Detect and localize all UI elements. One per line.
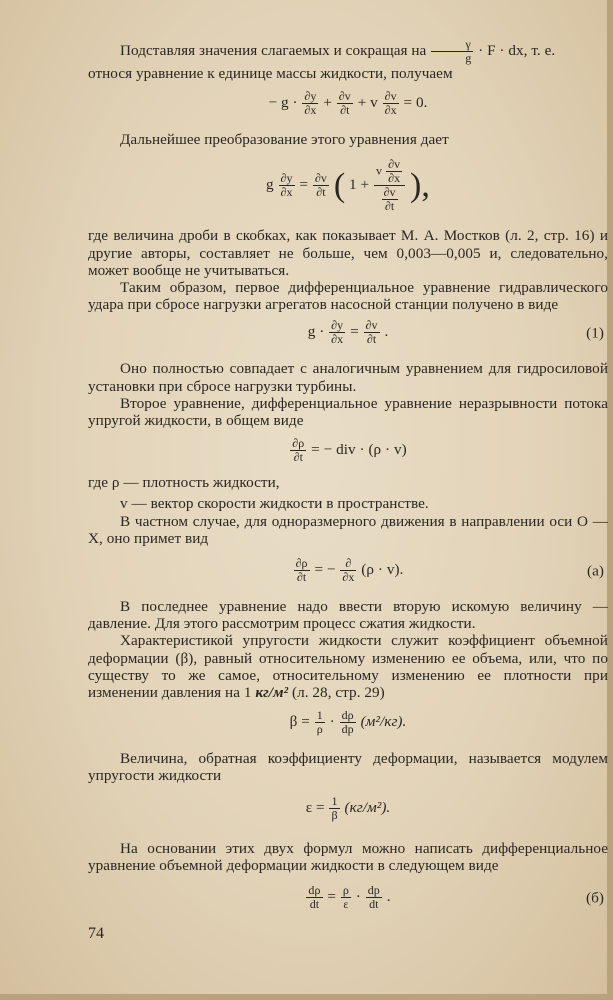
denominator: ∂t [316,185,326,200]
denominator: ∂x [388,171,401,186]
paragraph-8: В частном случае, для одноразмерного движения в направлении оси O — X, оно примет вид [88,512,608,547]
denominator: ∂x [342,570,355,585]
paragraph-2: относя уравнение к единице массы жидкости, получаем [88,65,453,82]
fraction [306,884,322,911]
numerator: ∂y [331,318,344,333]
eq-term: (ρ · v). [361,561,404,579]
denominator: ∂t [340,103,350,118]
numerator: ∂y [280,171,293,186]
unit-label: кг/м² [255,684,289,702]
fraction [340,709,356,736]
numerator: ∂v [314,171,327,186]
fraction [340,557,356,584]
numerator: ρ [342,883,349,898]
fraction [337,90,353,117]
equation-5 [88,557,608,584]
equation-8 [88,884,608,911]
denominator: ∂t [293,450,303,465]
unit-label: (кг/м²). [344,798,391,816]
fraction [329,319,345,346]
eq-term: + [323,94,332,112]
fraction [431,38,473,65]
denominator: ∂t [366,332,377,347]
eq-term: − g · [268,94,298,112]
denominator: ∂t [384,199,395,214]
denominator: dt [309,897,320,912]
numerator: ∂v [365,318,378,333]
numerator [374,158,405,186]
fraction [302,90,318,117]
numerator: dρ [308,883,321,898]
fraction [366,884,382,911]
fraction [290,437,306,464]
eq-term: v [376,163,383,178]
paragraph-text: · F · dx, т. е. [478,41,556,59]
fraction [294,557,310,584]
paren-open: ( [333,167,346,205]
equation-4 [88,437,608,464]
denominator: ∂x [331,332,344,347]
eq-term: . [386,888,391,906]
numerator: ∂y [304,89,317,104]
paragraph-text: (л. 28, стр. 29) [291,684,385,702]
fraction [313,172,329,199]
denominator: β [331,807,338,822]
unit-label: (м²/кг). [360,713,407,731]
page-text [88,38,608,911]
eq-term: = − [314,561,336,579]
eq-term: = 0. [403,94,428,112]
paragraph-text: Подставляя значения слагаемых и сокращая на [120,41,427,59]
paragraph-9: В последнее уравнение надо ввести вторую искомую величину — давление. Для этого рассмотрим процесс сжатия жидкости. [88,598,608,633]
paragraph-11: Величина, обратная коэффициенту деформации, называется модулем упругости жидкости [88,750,608,785]
paragraph-1 [88,38,608,65]
eq-term: . [384,323,389,341]
numerator: dρ [340,709,356,723]
fraction [364,319,380,346]
eq-term: g · [307,323,325,341]
denominator: ε [343,897,349,912]
eq-term: + v [357,94,378,112]
denominator: ∂x [280,185,293,200]
numerator: ∂ρ [295,556,308,571]
fraction [386,158,402,185]
numerator: γ [431,38,473,52]
fraction [382,186,398,213]
denominator: ∂x [384,103,397,118]
numerator: ∂ [340,557,356,571]
paragraph-7: Второе уравнение, дифференциальное уравнение неразрывности потока упругой жидкости, в общем виде [88,394,608,430]
page-number: 74 [88,925,104,942]
paren-close: ), [410,167,430,205]
numerator: ∂v [383,185,396,200]
paragraph-6: Оно полностью совпадает с аналогичным уравнением для гидросиловой установки при сбросе нагрузки турбины. [88,360,608,395]
denominator: dp [341,722,354,737]
denominator: ∂x [304,103,317,118]
equation-number: (a) [586,561,604,579]
numerator: ∂v [384,89,397,104]
denominator [374,186,405,213]
equation-number: (б) [586,888,604,906]
paragraph-text: Характеристикой упругости жидкости служит коэффициент объемной деформации (β), равный относительному изменению ее объема, или, что по существу то же самое, относительному изменению ее плотности при изменении давления на 1 [88,632,608,702]
eq-term: · [329,713,335,731]
fraction [341,884,351,911]
numerator: 1 [329,795,339,809]
eq-term: = [350,323,359,341]
fraction [279,172,295,199]
equation-3 [88,319,608,346]
denominator: g [465,51,472,65]
paragraph-12: На основании этих двух формул можно написать дифференциальное уравнение объемной деформации жидкости в следующем виде [88,839,608,874]
eq-term: β = [289,713,310,731]
compound-fraction [374,158,405,213]
eq-term: = − div · (ρ · v) [311,441,407,459]
numerator: 1 [316,708,323,723]
equation-6 [88,709,608,736]
denominator: ρ [316,722,323,737]
paragraph-5: Таким образом, первое дифференциальное уравнение гидравлического удара при сбросе нагрузки агрегатов насосной станции получено в виде [88,279,608,314]
numerator: dp [367,883,380,898]
denominator: dt [369,897,379,912]
equation-1 [88,90,608,117]
paragraph-10 [88,632,608,701]
numerator: ∂v [338,89,351,104]
eq-term: ε = [305,798,325,816]
paragraph-4: где величина дроби в скобках, как показывает М. А. Мостков (л. 2, стр. 16) и другие авторы, составляет не больше, чем 0,003—0,005 и, следовательно, может вообще не учитываться. [88,227,608,279]
numerator: ∂v [388,157,401,172]
equation-7 [88,795,608,822]
eq-term: = [327,888,336,906]
eq-term: = [299,176,309,194]
definition-2: v — вектор скорости жидкости в пространстве. [120,495,429,513]
equation-number: (1) [586,324,604,342]
eq-term: 1 + [349,176,370,194]
equation-2 [88,158,608,213]
eq-term: · [355,888,361,906]
eq-term: g [266,176,274,194]
page-bottom-shadow [0,994,613,1000]
paragraph-3: Дальнейшее преобразование этого уравнения дает [120,131,449,149]
fraction [315,709,325,736]
denominator: ∂t [296,570,307,585]
definition-1: где ρ — плотность жидкости, [88,474,280,492]
fraction [329,795,339,822]
numerator: ∂ρ [292,436,305,451]
fraction [383,90,399,117]
